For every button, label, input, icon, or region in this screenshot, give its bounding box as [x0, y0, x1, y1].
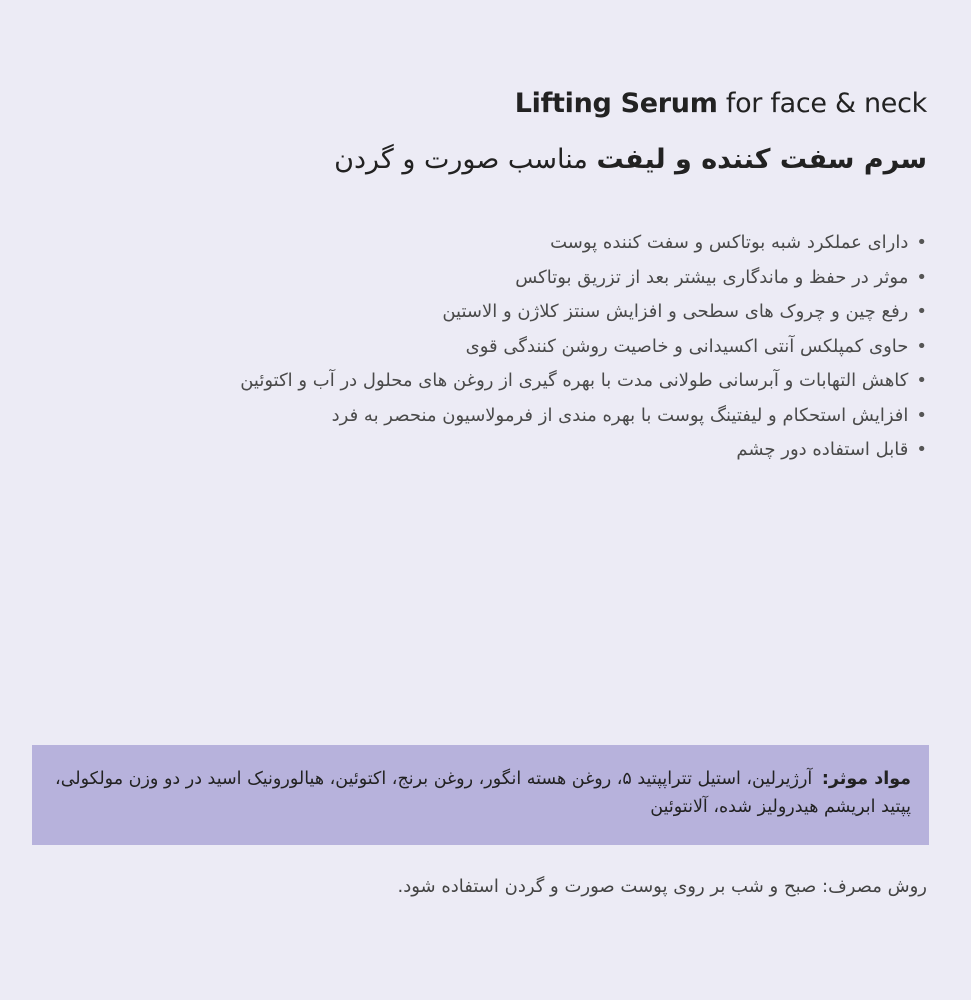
ingredients-box	[32, 745, 929, 845]
title-english-rest: for face & neck	[717, 88, 927, 119]
title-persian	[334, 144, 927, 175]
feature-text: موثر در حفظ و ماندگاری بیشتر بعد از تزریق بوتاکس	[515, 266, 909, 288]
feature-text: دارای عملکرد شبه بوتاکس و سفت کننده پوست	[550, 232, 909, 253]
feature-item	[107, 295, 927, 330]
title-english	[515, 88, 927, 119]
feature-text: حاوی کمپلکس آنتی اکسیدانی و خاصیت روشن کنندگی قوی	[465, 335, 909, 357]
bullet-icon: •	[916, 335, 927, 357]
feature-item	[107, 226, 927, 261]
title-english-bold: Lifting Serum	[514, 88, 718, 119]
bullet-icon: •	[916, 301, 927, 322]
bullet-icon: •	[916, 266, 927, 288]
feature-text: قابل استفاده دور چشم	[736, 439, 909, 460]
feature-text: افزایش استحکام و لیفتینگ پوست با بهره مندی از فرمولاسیون منحصر به فرد	[331, 404, 909, 426]
usage-instructions: روش مصرف: صبح و شب بر روی پوست صورت و گردن استفاده شود.	[397, 876, 927, 897]
ingredients-label: مواد موثر:	[821, 769, 911, 789]
feature-item	[107, 399, 927, 434]
feature-item	[107, 364, 927, 399]
feature-text: رفع چین و چروک های سطحی و افزایش سنتز کلاژن و الاستین	[442, 301, 909, 322]
feature-text: کاهش التهابات و آبرسانی طولانی مدت با بهره گیری از روغن های محلول در آب و اکتوئین	[240, 370, 909, 391]
ingredients-text: آرژیرلین، استیل تتراپپتید ۵، روغن هسته انگور، روغن برنج، اکتوئین، هیالورونیک اسید در دو وزن مولکولی، پپتید ابریشم هیدرولیز شده، آلانتوئین	[55, 769, 911, 817]
bullet-icon: •	[916, 370, 927, 391]
bullet-icon: •	[916, 404, 927, 426]
bullet-icon: •	[916, 439, 927, 460]
feature-item	[107, 261, 927, 296]
feature-item	[107, 330, 927, 365]
feature-item	[107, 433, 927, 468]
title-persian-rest: مناسب صورت و گردن	[334, 144, 597, 175]
title-persian-bold: سرم سفت کننده و لیفت	[596, 144, 927, 175]
bullet-icon: •	[916, 232, 927, 253]
features-list	[107, 226, 927, 468]
